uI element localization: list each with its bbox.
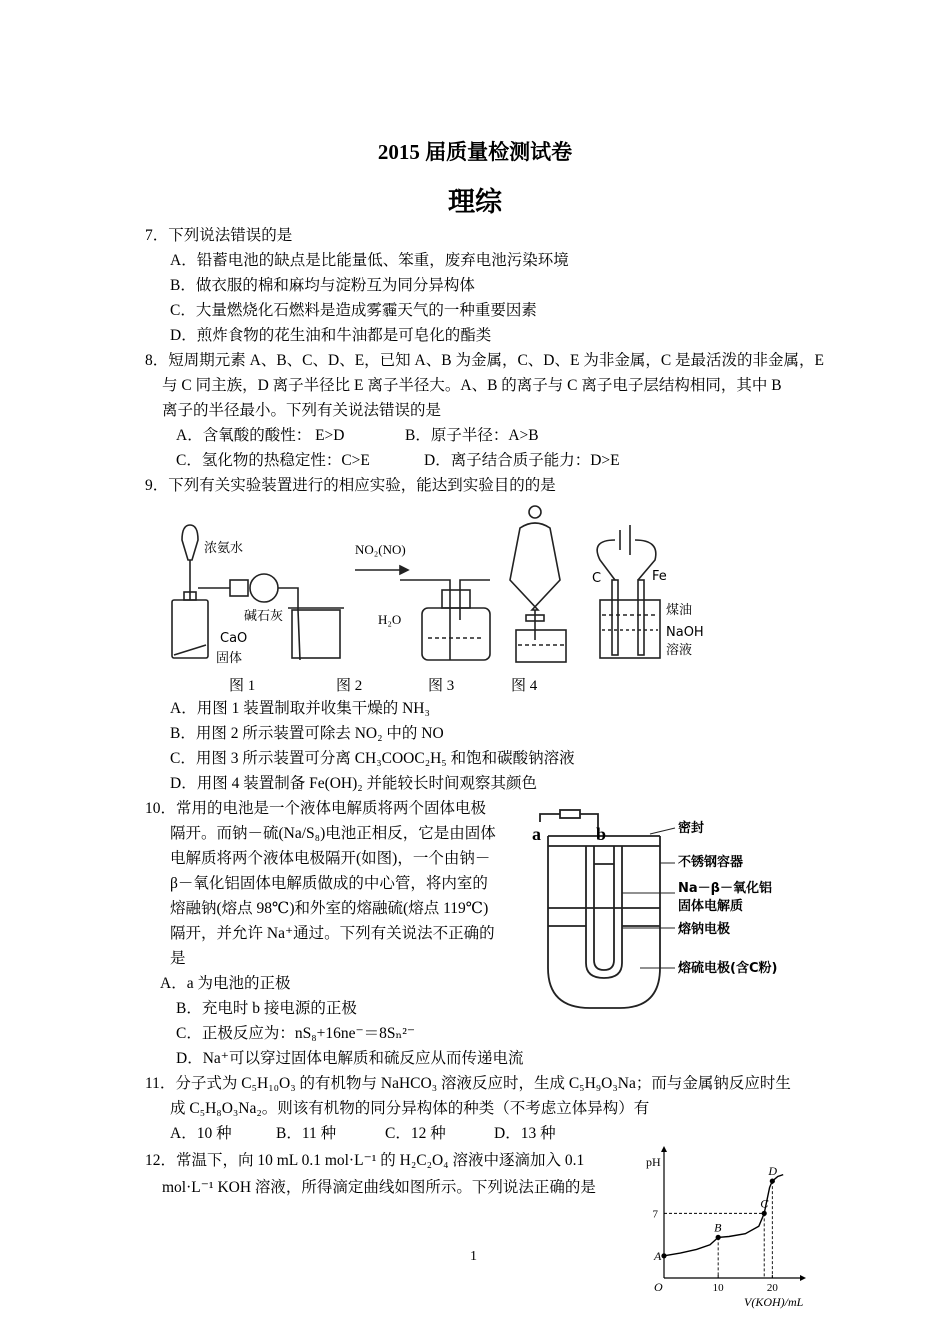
fig4-label-kerosene: 煤油 (666, 603, 693, 618)
q11-option-a: A．10 种 (170, 1125, 232, 1142)
chart-x-tick-label: 20 (766, 1282, 778, 1294)
q11-option-c: C．12 种 (385, 1125, 446, 1142)
q8-option-a: A．含氧酸的酸性： E>D (176, 427, 345, 444)
q10-stem-line: 熔融钠(熔点 98℃)和外室的熔融硫(熔点 119℃) (170, 900, 489, 917)
figure-caption-3: 图 3 (428, 678, 455, 694)
q9-option-a: A．用图 1 装置制取并收集干燥的 NH₃ (170, 700, 430, 717)
fig1-label-cao: CaO (220, 631, 248, 646)
chart-point-b (716, 1235, 721, 1240)
q11-stem-line: 成 C₅H₈O₃Na₂。则该有机物的同分异构体的种类（不考虑立体异构）有 (170, 1100, 650, 1117)
fig2-label-h2o: H₂O (378, 612, 402, 627)
exam-title: 2015 届质量检测试卷 (377, 140, 573, 164)
fig4-label-solution: 溶液 (666, 643, 693, 658)
chart-xlabel: V(KOH)/mL (744, 1295, 804, 1309)
battery-outer-container (548, 836, 660, 1008)
q8-stem-line: 离子的半径最小。下列有关说法错误的是 (162, 402, 442, 419)
chart-point-a (661, 1253, 666, 1258)
battery-label-electrolyte: Na－β－氧化铝 (678, 881, 772, 896)
battery-label-a: a (532, 824, 541, 844)
q8-stem-line: 8．短周期元素 A、B、C、D、E，已知 A、B 为金属，C、D、E 为非金属，C 是最活泼的非金属，E (145, 352, 824, 369)
q9-apparatus-figure (160, 500, 704, 670)
fig1-drying-tube (250, 574, 278, 602)
q8-option-b: B．原子半径：A>B (405, 427, 539, 444)
chart-point-label: B (714, 1220, 722, 1235)
q10-battery-figure (530, 808, 810, 1016)
q7-option-c: C．大量燃烧化石燃料是造成雾霾天气的一种重要因素 (170, 302, 537, 319)
battery-central-tube (586, 846, 622, 978)
fig2-washing-bottle (422, 608, 490, 660)
q9-stem: 9．下列有关实验装置进行的相应实验，能达到实验目的的是 (145, 477, 556, 494)
q11-option-b: B．11 种 (276, 1125, 337, 1142)
q9-option-b: B．用图 2 所示装置可除去 NO₂ 中的 NO (170, 725, 444, 742)
q10-option-c: C．正极反应为：nS₈+16ne⁻＝8Sₙ²⁻ (176, 1025, 416, 1042)
battery-resistor (560, 810, 580, 818)
battery-label-electrolyte-2: 固体电解质 (678, 899, 744, 914)
q12-stem-line: mol·L⁻¹ KOH 溶液，所得滴定曲线如图所示。下列说法正确的是 (162, 1179, 596, 1196)
battery-label-na-electrode: 熔钠电极 (678, 922, 731, 937)
q10-option-d: D．Na⁺可以穿过固体电解质和硫反应从而传递电流 (176, 1050, 524, 1067)
chart-origin-label: O (654, 1280, 663, 1294)
q7-option-a: A．铅蓄电池的缺点是比能量低、笨重，废弃电池污染环境 (170, 252, 569, 269)
battery-label-b: b (596, 824, 607, 844)
chart-y-arrow (661, 1146, 667, 1152)
q11-stem-line: 11．分子式为 C₅H₁₀O₃ 的有机物与 NaHCO₃ 溶液反应时，生成 C₅H₉O₃Na；而与金属钠反应时生 (145, 1075, 791, 1092)
figure-caption-2: 图 2 (336, 678, 363, 694)
chart-y-tick-label: 7 (652, 1208, 658, 1221)
q9-option-d: D．用图 4 装置制备 Fe(OH)₂ 并能较长时间观察其颜色 (170, 775, 538, 792)
battery-label-s-electrode: 熔硫电极(含C粉) (678, 961, 778, 976)
q9-option-c: C．用图 3 所示装置可分离 CH₃COOC₂H₅ 和饱和碳酸钠溶液 (170, 750, 575, 767)
q8-stem-line: 与 C 同主族，D 离子半径比 E 离子半径大。A、B 的离子与 C 离子电子层结构相同，其中 B (162, 377, 782, 394)
chart-x-tick-label: 10 (712, 1282, 724, 1294)
q10-stem-line: 隔开。而钠－硫(Na/S₈)电池正相反，它是由固体 (170, 825, 496, 842)
fig3-beaker (516, 630, 566, 662)
fig1-label-ammonia: 浓氨水 (204, 541, 244, 556)
q7-stem: 7．下列说法错误的是 (145, 227, 293, 244)
battery-label-seal: 密封 (678, 821, 705, 836)
q12-stem-line: 12．常温下，向 10 mL 0.1 mol·L⁻¹ 的 H₂C₂O₄ 溶液中逐滴加入 0.1 (145, 1152, 585, 1169)
chart-point-label: D (768, 1164, 778, 1179)
chart-point-d (770, 1178, 775, 1183)
q12-titration-chart (640, 1148, 820, 1308)
fig1-separatory-funnel (182, 525, 198, 560)
fig4-label-naoh: NaOH (666, 625, 704, 640)
q8-option-c: C．氢化物的热稳定性：C>E (176, 452, 370, 469)
fig3-separatory-funnel (510, 523, 560, 610)
fig1-label-soda-lime: 碱石灰 (244, 609, 284, 624)
fig1-label-solid: 固体 (216, 651, 243, 666)
q10-stem-line: 10．常用的电池是一个液体电解质将两个固体电极 (145, 800, 487, 817)
chart-point-label: A (654, 1248, 662, 1263)
q10-stem-line: β－氧化铝固体电解质做成的中心管，将内室的 (170, 875, 488, 892)
q11-option-d: D．13 种 (494, 1125, 556, 1142)
q10-option-b: B．充电时 b 接电源的正极 (176, 1000, 357, 1017)
chart-point-label: C (760, 1196, 769, 1211)
chart-ylabel: pH (646, 1155, 661, 1169)
chart-point-c (762, 1211, 767, 1216)
q10-option-a: A．a 为电池的正极 (160, 975, 291, 992)
fig4-electrode-fe (638, 580, 644, 655)
figure-caption-4: 图 4 (511, 678, 538, 694)
figure-caption-1: 图 1 (229, 678, 256, 694)
exam-subtitle: 理综 (448, 187, 502, 217)
fig4-label-c: C (592, 571, 602, 586)
q7-option-d: D．煎炸食物的花生油和牛油都是可皂化的酯类 (170, 327, 492, 344)
q8-option-d: D．离子结合质子能力：D>E (424, 452, 620, 469)
q7-option-b: B．做衣服的棉和麻均与淀粉互为同分异构体 (170, 277, 475, 294)
fig4-label-fe: Fe (652, 569, 667, 584)
fig4-electrode-c (612, 580, 618, 655)
q10-stem-line: 隔开，并允许 Na⁺通过。下列有关说法不正确的 (170, 925, 495, 942)
fig4-beaker (600, 600, 660, 658)
battery-label-container: 不锈钢容器 (678, 855, 744, 870)
fig2-label-no2: NO₂(NO) (355, 542, 406, 557)
q10-stem-line: 是 (170, 950, 186, 967)
chart-x-arrow (800, 1275, 806, 1281)
q10-stem-line: 电解质将两个液体电极隔开(如图)，一个由钠－ (170, 850, 491, 867)
page-number: 1 (470, 1249, 477, 1264)
